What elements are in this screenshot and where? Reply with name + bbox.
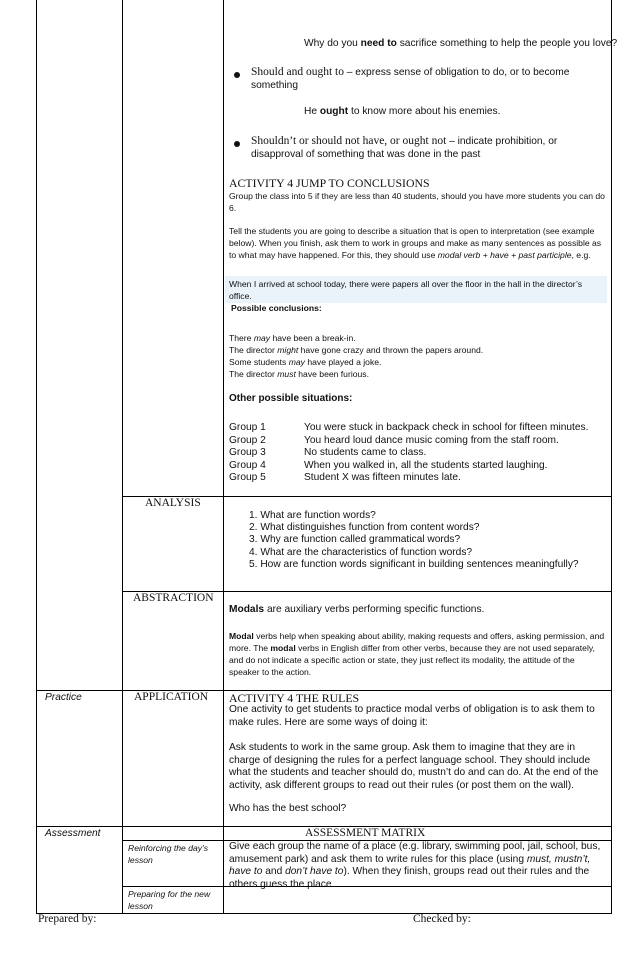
analysis-label: ANALYSIS [145,497,201,509]
text-span: and [262,866,286,877]
modals-definition [229,604,484,617]
situation-example: When I arrived at school today, there were papers all over the floor in the hall in the director’s office. [229,279,583,301]
modals-explanation [229,630,606,678]
text-span: The director [229,345,278,355]
conclusion-line [229,344,483,356]
column-divider-1 [122,0,123,913]
bullet-icon [234,141,240,147]
reinforcing-label: Reinforcing the day’s lesson [128,843,209,865]
text-span: have gone crazy and thrown the papers around. [298,345,484,355]
group-label: Group 3 [229,447,266,458]
text-span-italic: modal verb + have + past participle [437,250,572,260]
rules-intro: One activity to get students to practice modal verbs of obligation is to ask them to make rules. Here are some ways of doing it: [229,704,595,728]
lesson-plan-table [36,0,618,914]
text-span: have been furious. [295,369,369,379]
rules-question: Who has the best school? [229,803,347,814]
activity-4-title: ACTIVITY 4 JUMP TO CONCLUSIONS [229,176,430,190]
text-span: The director [229,369,278,379]
activity-4-description [229,225,605,261]
group-situation: No students came to class. [304,447,427,458]
abstraction-label: ABSTRACTION [133,592,214,604]
prepared-by-label: Prepared by: [38,913,97,925]
column-divider-2 [223,0,224,913]
text-span-italic: must [277,369,296,379]
group-situation: Student X was fifteen minutes late. [304,472,461,483]
preparing-label: Preparing for the new lesson [128,889,211,911]
groups-situations [304,422,588,485]
conclusions-list [229,332,483,380]
question-item: 4. What are the characteristics of function words? [249,546,473,558]
group-label: Group 4 [229,459,266,471]
text-span: There [229,333,254,343]
rules-instructions: Ask students to work in the same group. Ask them to imagine that they are in charge of designing the rules for a perfect language school. They should include what the students and teacher should do, mustn’t do and can do. At the end of the activity, ask different groups to read out their rules (or post them on the wall). [229,742,599,791]
text-span: Tell the students you are going to describe a situation that is open to interpretation (see example below). When you finish, ask them to work in groups and make as many sentences as possible as to what may have happened. For this, they should use [229,226,602,260]
conclusion-line [229,368,483,380]
text-span-bold: Modals [229,604,265,615]
group-situation: You heard loud dance music coming from the staff room. [304,434,559,446]
text-span-bold: modal [270,643,296,653]
text-span: , e.g. [571,250,591,260]
modal-explanation-shouldnt [251,135,601,161]
other-situations-label: Other possible situations: [229,393,353,404]
text-span: Should and ought to [251,66,344,78]
application-label: APPLICATION [134,691,209,703]
text-span: Why do you [304,38,361,49]
text-span: to know more about his enemies. [348,106,501,117]
text-span-italic: must, mustn’t, have to [229,853,591,877]
checked-by-label: Checked by: [413,913,471,925]
activity-rules-title: ACTIVITY 4 THE RULES [229,691,360,705]
group-label: Group 5 [229,472,266,483]
text-span: are auxiliary verbs performing specific functions. [264,604,485,615]
text-span: have played a joke. [304,357,382,367]
possible-conclusions-label: Possible conclusions: [231,303,322,313]
group-label: Group 2 [229,434,266,446]
question-item: 3. Why are function called grammatical words? [249,534,461,546]
text-span: – indicate prohibition, or disapproval of something that was done in the past [251,136,558,160]
assessment-section-label: Assessment [45,828,101,839]
text-span-bold: ought [319,106,349,117]
analysis-questions [249,510,579,571]
text-span: ). When they finish, groups read out their rules and the others guess the place. [229,866,590,890]
text-span-bold: need to [360,38,397,49]
question-item: 2. What distinguishes function from content words? [249,522,480,534]
question-item: 1. What are function words? [249,510,376,521]
text-span: sacrifice something to help the people you love? [396,38,618,49]
modal-explanation-should [251,66,601,92]
reinforcing-text [229,841,607,891]
practice-section-label: Practice [45,692,82,703]
text-span: Shouldn’t or should not have, or ought not [251,135,447,147]
group-label: Group 1 [229,422,266,433]
activity-4-instructions: Group the class into 5 if they are less than 40 students, should you have more students you can do 6. [229,191,605,213]
text-span-italic: might [277,345,299,355]
text-span-italic: don’t have to [285,866,344,877]
conclusion-line [229,332,483,344]
text-span: verbs help when speaking about ability, making requests and offers, asking permission, and more. The [229,631,605,653]
text-span-bold: Modal [229,631,254,641]
groups-names [229,422,266,485]
group-situation: When you walked in, all the students started laughing. [304,459,548,471]
text-span: verbs in English differ from other verbs, because they are not used separately, and do not indicate a specific action or state, they just reflect its modality, the attitude of the speaker to the action. [229,643,595,677]
text-span-italic: may [253,333,271,343]
text-span-italic: may [288,357,305,367]
question-item: 5. How are function words significant in building sentences meaningfully? [249,558,579,570]
text-span: have been a break-in. [270,333,356,343]
question-example [304,38,617,51]
assessment-matrix-title: ASSESSMENT MATRIX [305,827,426,839]
text-span: Some students [229,357,289,367]
group-situation: You were stuck in backpack check in school for fifteen minutes. [304,422,589,433]
conclusion-line [229,356,483,368]
text-span: – express sense of obligation to do, or to become something [251,67,570,91]
bullet-icon [234,72,240,78]
text-span: Give each group the name of a place (e.g. library, swimming pool, jail, school, bus, amusement park) and ask them to write rules for this place (using [229,841,601,865]
ought-example [304,106,500,119]
text-span: He [304,106,320,117]
